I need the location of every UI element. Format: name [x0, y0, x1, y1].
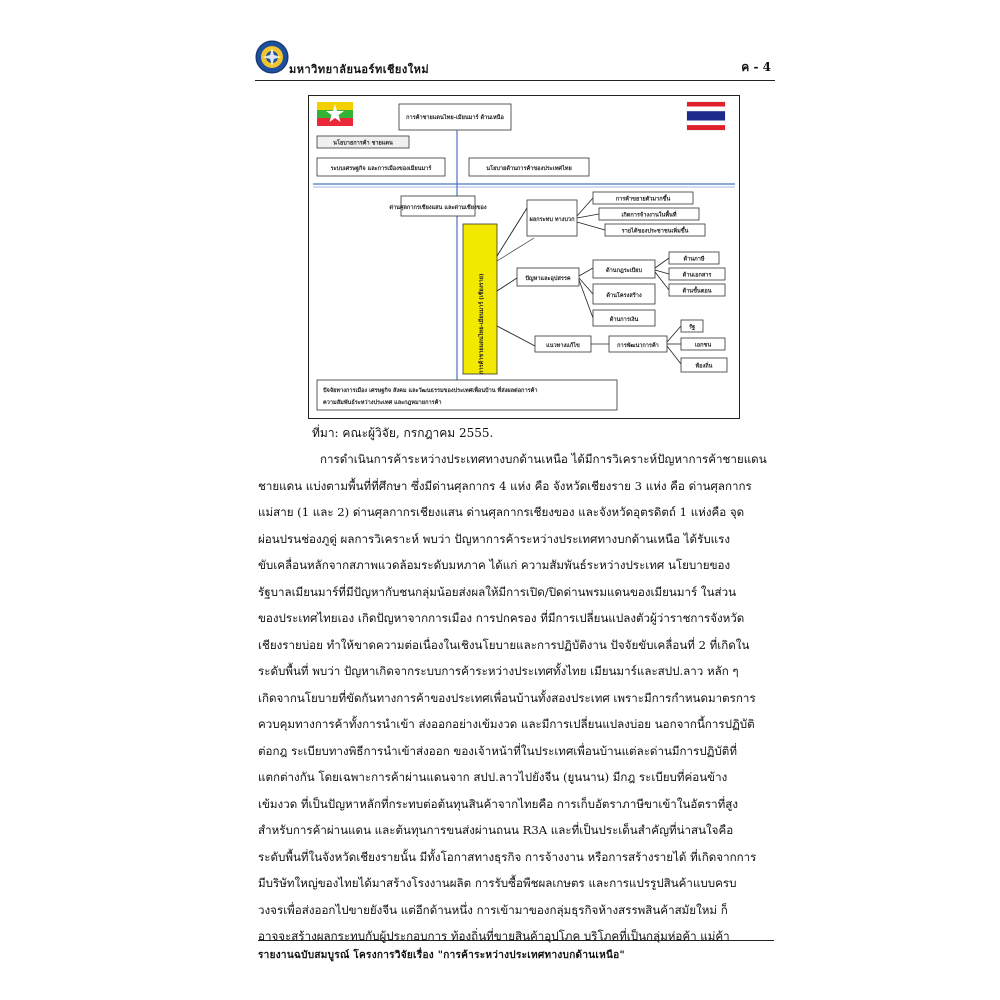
paragraph-line: แตกต่างกัน โดยเฉพาะการค้าผ่านแดนจาก สปป.ลาวไปยังจีน (ยูนนาน) มีกฎ ระเบียบที่ค่อนข้าง	[258, 770, 728, 784]
figure-source-caption: ที่มา: คณะผู้วิจัย, กรกฎาคม 2555.	[312, 426, 494, 440]
paragraph-line: มีบริษัทใหญ่ของไทยได้มาสร้างโรงงานผลิต การรับซื้อพืชผลเกษตร และการแปรรูปสินค้าแบบครบ	[258, 876, 737, 890]
group3-item: การพัฒนาการค้า	[617, 343, 659, 349]
paragraph-line: วงจรเพื่อส่งออกไปขายยังจีน แต่อีกด้านหนึ่ง การเข้ามาของกลุ่มธุรกิจห้างสรรพสินค้าสมัยใหม่ ก็	[258, 902, 728, 917]
paragraph-line: สำหรับการค้าผ่านแดน และต้นทุนการขนส่งผ่านถนน R3A และที่เป็นประเด็นสำคัญที่น่าสนใจคือ	[258, 823, 734, 837]
group2-sub-item: ด้านขั้นตอน	[682, 288, 712, 295]
university-seal-icon	[255, 40, 289, 74]
paragraph-line: ชายแดน แบ่งตามพื้นที่ที่ศึกษา ซึ่งมีด่านศุลกากร 4 แห่ง คือ จังหวัดเชียงราย 3 แห่ง คือ ด่านศุลกากร	[258, 478, 752, 493]
vertical-main-box: การค้าชายแดนไทย-เมียนมาร์ (เชียงราย)	[479, 273, 485, 374]
top-left-box: นโยบายการค้า ชายแดน	[333, 140, 393, 147]
group3-sub-item: รัฐ	[688, 324, 696, 331]
top-center-box: การค้าชายแดนไทย-เมียนมาร์ ด้านเหนือ	[406, 115, 504, 121]
diagram-canvas	[309, 96, 739, 418]
group2-item: ด้านโครงสร้าง	[606, 293, 642, 299]
paragraph-line: ต่อกฎ ระเบียบทางพิธีการนำเข้าส่งออก ของเจ้าหน้าที่ในประเทศเพื่อนบ้านแต่ละด่านมีการปฏิบัติที่	[258, 743, 737, 758]
paragraph-line: ควบคุมทางการค้าทั้งการนำเข้า ส่งออกอย่างเข้มงวด และมีการเปลี่ยนแปลงบ่อย นอกจากนี้การปฏิบัติ	[258, 717, 755, 731]
group2-item: ด้านกฎระเบียบ	[605, 268, 643, 274]
paragraph-line: เกิดจากนโยบายที่ขัดกันทางการค้าของประเทศเพื่อนบ้านทั้งสองประเทศ เพราะมีการกำหนดมาตรการ	[258, 690, 756, 705]
group3-sub-item: เอกชน	[694, 342, 712, 349]
row-left-box: ระบบเศรษฐกิจ และการเมืองของเมียนมาร์	[330, 166, 432, 172]
conceptual-framework-diagram	[308, 95, 740, 419]
paragraph-line: ระดับพื้นที่ พบว่า ปัญหาเกิดจากระบบการค้าระหว่างประเทศทั้งไทย เมียนมาร์และสปป.ลาว หลัก ๆ	[258, 664, 739, 678]
group3-box: แนวทางแก้ไข	[546, 343, 580, 349]
paragraph-line: ของประเทศไทยเอง เกิดปัญหาจากการเมือง การปกครอง ที่มีการเปลี่ยนแปลงตัวผู้ว่าราชการจังหวัด	[258, 611, 745, 625]
paragraph-line: อาจจะสร้างผลกระทบกับผู้ประกอบการ ท้องถิ่นที่ขายสินค้าอุปโภค บริโภคที่เป็นกลุ่มห่อค้า แม่ค้า	[258, 929, 730, 943]
university-name: มหาวิทยาลัยนอร์ทเชียงใหม่	[289, 63, 430, 76]
row-right-box: นโยบายด้านการค้าของประเทศไทย	[486, 166, 572, 172]
mid-left-box: ด่านศุลกากรเชียงแสน และด่านเชียงของ	[389, 205, 487, 211]
paragraph-line: ขับเคลื่อนหลักจากสภาพแวดล้อมระดับมหภาค ได้แก่ ความสัมพันธ์ระหว่างประเทศ นโยบายของ	[258, 558, 731, 572]
paragraph-line: ผ่อนปรนช่องภูดู่ ผลการวิเคราะห์ พบว่า ปัญหาการค้าระหว่างประเทศทางบกด้านเหนือ ได้รับแรง	[258, 531, 731, 546]
group2-sub-item: ด้านเอกสาร	[682, 272, 712, 279]
group2-item: ด้านการเงิน	[609, 317, 639, 323]
body-paragraph	[258, 446, 774, 950]
bottom-box-line2: ความสัมพันธ์ระหว่างประเทศ และกฎหมายการค้า	[323, 400, 442, 406]
page-footer: รายงานฉบับสมบูรณ์ โครงการวิจัยเรื่อง "การค้าระหว่างประเทศทางบกด้านเหนือ"	[258, 940, 774, 963]
group1-item: เกิดการจ้างงานในพื้นที่	[621, 212, 677, 219]
paragraph-line: รัฐบาลเมียนมาร์ที่มีปัญหากับชนกลุ่มน้อยส่งผลให้มีการเปิด/ปิดด่านพรมแดนของเมียนมาร์ ในส่วน	[258, 584, 737, 599]
paragraph-line: เชียงรายบ่อย ทำให้ขาดความต่อเนื่องในเชิงนโยบายและการปฏิบัติงาน ปัจจัยขับเคลื่อนที่ 2 ที่เกิดใน	[258, 637, 750, 652]
group1-item: การค้าขยายตัวมากขึ้น	[615, 196, 671, 203]
page-number: ค - 4	[741, 60, 771, 74]
paragraph-line: การดำเนินการค้าระหว่างประเทศทางบกด้านเหนือ ได้มีการวิเคราะห์ปัญหาการค้าชายแดน	[320, 452, 767, 466]
bottom-box-line1: ปัจจัยทางการเมือง เศรษฐกิจ สังคม และวัฒนธรรมของประเทศเพื่อนบ้าน ที่ส่งผลต่อการค้า	[323, 388, 538, 394]
group2-box: ปัญหาและอุปสรรค	[525, 276, 571, 282]
paragraph-line: เข้มงวด ที่เป็นปัญหาหลักที่กระทบต่อต้นทุนสินค้าจากไทยคือ การเก็บอัตราภาษีขาเข้าในอัตราที่สูง	[258, 796, 739, 811]
thailand-flag-icon	[687, 102, 725, 130]
group2-sub-item: ด้านภาษี	[683, 256, 705, 263]
group3-sub-item: ท้องถิ่น	[695, 363, 713, 370]
page-header	[255, 40, 775, 81]
paragraph-line: แม่สาย (1 และ 2) ด่านศุลกากรเชียงแสน ด่านศุลกากรเชียงของ และจังหวัดอุตรดิตถ์ 1 แห่งคือ จุด	[258, 505, 745, 519]
group1-item: รายได้ของประชาชนเพิ่มขึ้น	[621, 228, 689, 235]
myanmar-flag-icon	[317, 102, 353, 126]
paragraph-line: ระดับพื้นที่ในจังหวัดเชียงรายนั้น มีทั้งโอกาสทางธุรกิจ การจ้างงาน หรือการสร้างรายได้ ที่เกิดจากการ	[258, 849, 757, 864]
group1-box: ผลกระทบ ทางบวก	[529, 217, 575, 223]
